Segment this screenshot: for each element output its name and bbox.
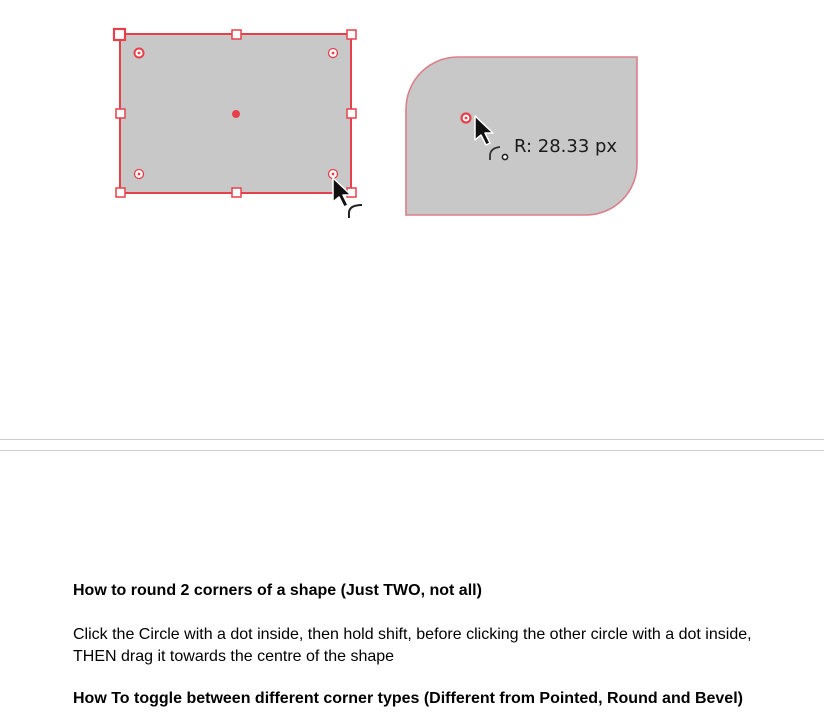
selected-rectangle[interactable] (114, 29, 356, 197)
radius-readout: R: 28.33 px (514, 136, 618, 157)
corner-widget-top-right[interactable] (329, 49, 338, 58)
corner-arc-cursor-icon (349, 205, 362, 218)
instructions-paragraph: Click the Circle with a dot inside, then hold shift, before clicking the other circle with a dot inside, THEN drag it towards the centre of the shape (73, 626, 752, 665)
section-divider (0, 439, 824, 440)
section-divider (0, 450, 824, 451)
corner-widget-bottom-right[interactable] (329, 170, 338, 179)
handle-top-left[interactable] (114, 29, 125, 40)
handle-middle-right[interactable] (347, 109, 356, 118)
heading-toggle-corner-types: How To toggle between different corner types (Different from Pointed, Round and Bevel) (73, 690, 743, 707)
handle-bottom-left[interactable] (116, 188, 125, 197)
handle-top-middle[interactable] (232, 30, 241, 39)
handle-bottom-middle[interactable] (232, 188, 241, 197)
corner-widget-bottom-left[interactable] (135, 170, 144, 179)
handle-top-right[interactable] (347, 30, 356, 39)
handle-middle-left[interactable] (116, 109, 125, 118)
heading-round-two-corners: How to round 2 corners of a shape (Just TWO, not all) (73, 582, 482, 599)
corner-widget-active[interactable] (462, 114, 471, 123)
center-point (232, 110, 240, 118)
corner-widget-top-left[interactable] (135, 49, 144, 58)
